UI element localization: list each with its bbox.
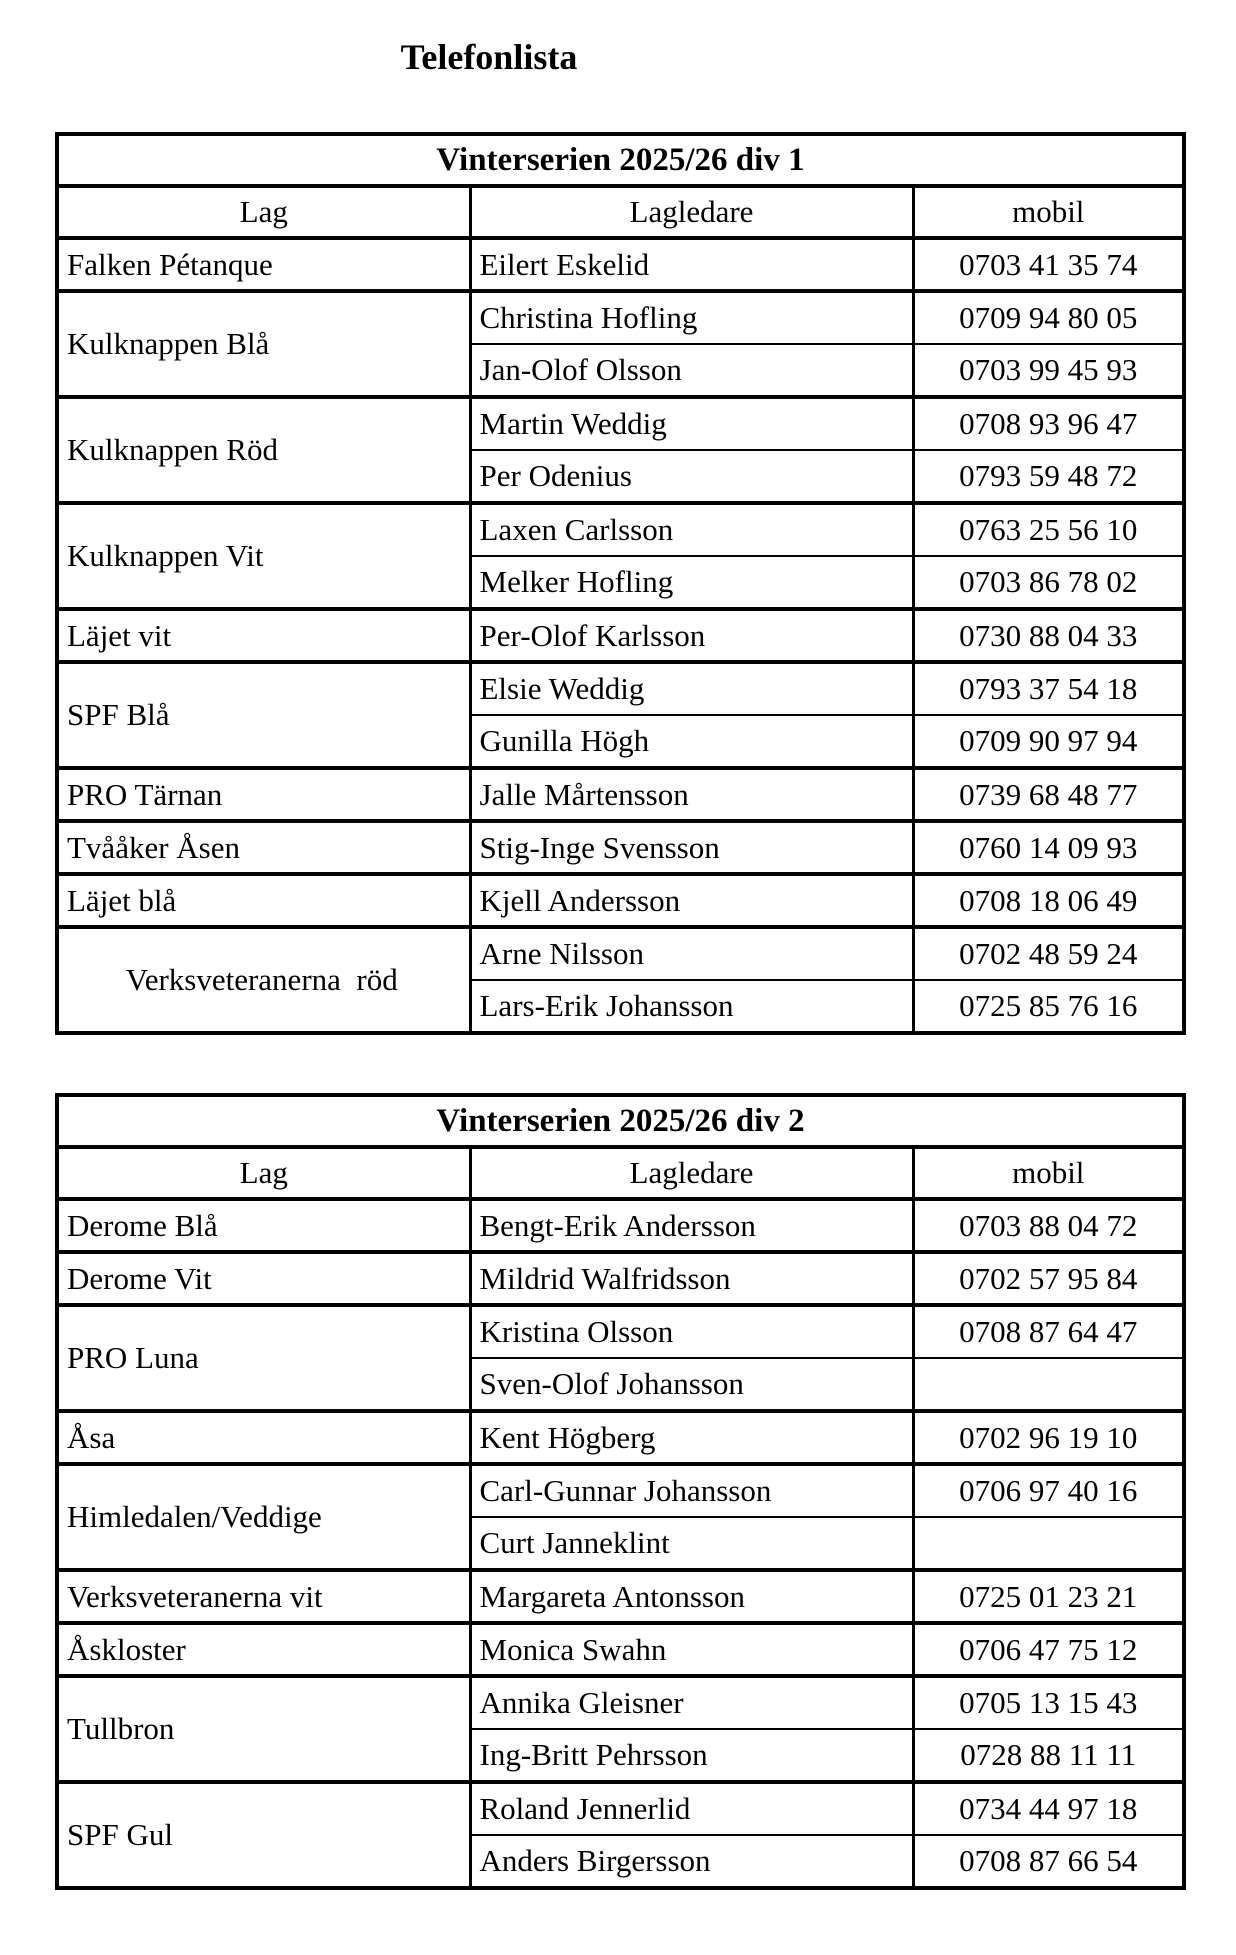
mobile-number-cell: 0763 25 56 10 [913,503,1184,556]
mobile-number-cell: 0703 88 04 72 [913,1199,1184,1252]
mobile-number-cell: 0705 13 15 43 [913,1676,1184,1729]
table-row [57,1411,1184,1464]
mobile-number-cell [913,1358,1184,1411]
mobile-number-cell: 0734 44 97 18 [913,1782,1184,1835]
division-1-section [55,132,1182,1035]
mobile-number-cell: 0728 88 11 11 [913,1729,1184,1782]
leader-name-cell: Christina Hofling [470,291,913,344]
table-row [57,1305,1184,1358]
mobile-number-cell: 0702 96 19 10 [913,1411,1184,1464]
leader-name-cell: Eilert Eskelid [470,238,913,291]
column-header-mobil: mobil [913,1147,1184,1199]
leader-name-cell: Margareta Antonsson [470,1570,913,1623]
leader-name-cell: Monica Swahn [470,1623,913,1676]
column-header-lag: Lag [57,186,470,238]
column-header-lag: Lag [57,1147,470,1199]
leader-name-cell: Stig-Inge Svensson [470,821,913,874]
leader-name-cell: Elsie Weddig [470,662,913,715]
mobile-number-cell: 0725 85 76 16 [913,980,1184,1033]
table-row [57,1464,1184,1517]
team-name-cell: SPF Gul [57,1782,470,1888]
table-row [57,768,1184,821]
leader-name-cell: Per-Olof Karlsson [470,609,913,662]
table-row [57,821,1184,874]
column-header-lagledare: Lagledare [470,1147,913,1199]
mobile-number-cell: 0708 93 96 47 [913,397,1184,450]
column-header-lagledare: Lagledare [470,186,913,238]
mobile-number-cell: 0730 88 04 33 [913,609,1184,662]
leader-name-cell: Laxen Carlsson [470,503,913,556]
team-name-cell: Kulknappen Vit [57,503,470,609]
table-row [57,1252,1184,1305]
mobile-number-cell: 0703 86 78 02 [913,556,1184,609]
leader-name-cell: Ing-Britt Pehrsson [470,1729,913,1782]
mobile-number-cell [913,1517,1184,1570]
leader-name-cell: Annika Gleisner [470,1676,913,1729]
mobile-number-cell: 0793 37 54 18 [913,662,1184,715]
table-row [57,1199,1184,1252]
table-title-row [57,1095,1184,1147]
page-title: Telefonlista [400,37,578,77]
team-name-cell: Verksveteranerna röd [57,927,470,1033]
team-name-cell: Derome Vit [57,1252,470,1305]
column-header-mobil: mobil [913,186,1184,238]
leader-name-cell: Arne Nilsson [470,927,913,980]
team-name-cell: Verksveteranerna vit [57,1570,470,1623]
leader-name-cell: Lars-Erik Johansson [470,980,913,1033]
mobile-number-cell: 0708 18 06 49 [913,874,1184,927]
team-name-cell: Läjet blå [57,874,470,927]
team-name-cell: Åsa [57,1411,470,1464]
table-row [57,397,1184,450]
leader-name-cell: Sven-Olof Johansson [470,1358,913,1411]
mobile-number-cell: 0702 57 95 84 [913,1252,1184,1305]
leader-name-cell: Mildrid Walfridsson [470,1252,913,1305]
mobile-number-cell: 0703 41 35 74 [913,238,1184,291]
table-row [57,1676,1184,1729]
table-row [57,238,1184,291]
mobile-number-cell: 0725 01 23 21 [913,1570,1184,1623]
phone-table-div1 [55,132,1186,1035]
leader-name-cell: Jan-Olof Olsson [470,344,913,397]
table-title-row [57,134,1184,186]
table-row [57,662,1184,715]
mobile-number-cell: 0793 59 48 72 [913,450,1184,503]
team-name-cell: Falken Pétanque [57,238,470,291]
mobile-number-cell: 0702 48 59 24 [913,927,1184,980]
team-name-cell: Tullbron [57,1676,470,1782]
column-header-row [57,186,1184,238]
team-name-cell: Kulknappen Blå [57,291,470,397]
division-2-section [55,1093,1182,1890]
leader-name-cell: Per Odenius [470,450,913,503]
leader-name-cell: Melker Hofling [470,556,913,609]
table-row [57,927,1184,980]
leader-name-cell: Bengt-Erik Andersson [470,1199,913,1252]
mobile-number-cell: 0709 94 80 05 [913,291,1184,344]
table-title: Vinterserien 2025/26 div 2 [57,1095,1184,1147]
table-row [57,291,1184,344]
leader-name-cell: Anders Birgersson [470,1835,913,1888]
mobile-number-cell: 0760 14 09 93 [913,821,1184,874]
team-name-cell: SPF Blå [57,662,470,768]
leader-name-cell: Kent Högberg [470,1411,913,1464]
leader-name-cell: Martin Weddig [470,397,913,450]
mobile-number-cell: 0739 68 48 77 [913,768,1184,821]
mobile-number-cell: 0706 97 40 16 [913,1464,1184,1517]
leader-name-cell: Curt Janneklint [470,1517,913,1570]
mobile-number-cell: 0709 90 97 94 [913,715,1184,768]
leader-name-cell: Gunilla Högh [470,715,913,768]
team-name-cell: PRO Tärnan [57,768,470,821]
table-row [57,874,1184,927]
leader-name-cell: Jalle Mårtensson [470,768,913,821]
table-row [57,503,1184,556]
leader-name-cell: Kristina Olsson [470,1305,913,1358]
team-name-cell: Läjet vit [57,609,470,662]
leader-name-cell: Kjell Andersson [470,874,913,927]
team-name-cell: Tvååker Åsen [57,821,470,874]
table-row [57,609,1184,662]
team-name-cell: Kulknappen Röd [57,397,470,503]
team-name-cell: Derome Blå [57,1199,470,1252]
phone-table-div2 [55,1093,1186,1890]
column-header-row [57,1147,1184,1199]
table-row [57,1570,1184,1623]
leader-name-cell: Roland Jennerlid [470,1782,913,1835]
mobile-number-cell: 0708 87 66 54 [913,1835,1184,1888]
mobile-number-cell: 0703 99 45 93 [913,344,1184,397]
table-row [57,1782,1184,1835]
table-row [57,1623,1184,1676]
leader-name-cell: Carl-Gunnar Johansson [470,1464,913,1517]
team-name-cell: Himledalen/Veddige [57,1464,470,1570]
table-title: Vinterserien 2025/26 div 1 [57,134,1184,186]
team-name-cell: Åskloster [57,1623,470,1676]
team-name-cell: PRO Luna [57,1305,470,1411]
mobile-number-cell: 0706 47 75 12 [913,1623,1184,1676]
mobile-number-cell: 0708 87 64 47 [913,1305,1184,1358]
